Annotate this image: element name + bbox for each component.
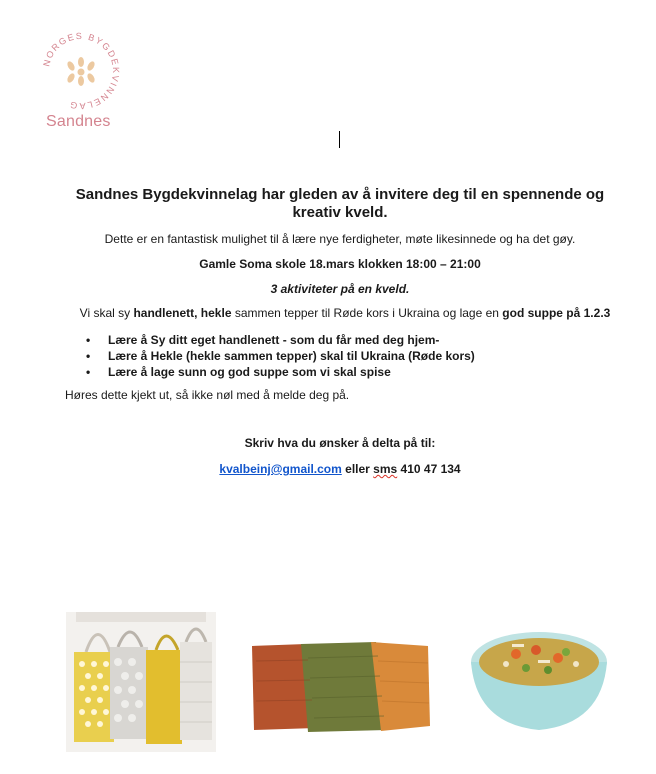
closing-text: Høres dette kjekt ut, så ikke nøl med å melde deg på. (65, 388, 350, 402)
contact-line (40, 462, 640, 476)
activity-list (86, 332, 475, 380)
email-link[interactable]: kvalbeinj@gmail.com (219, 462, 342, 476)
headline: Sandnes Bygdekvinnelag har gleden av å invitere deg til en spennende og kreativ kveld. (75, 186, 605, 221)
signup-heading: Skriv hva du ønsker å delta på til: (244, 436, 436, 450)
intro-text: Dette er en fantastisk mulighet til å lære nye ferdigheter, møte likesinnede og ha det gøy. (104, 232, 576, 246)
list-item: • Lære å lage sunn og god suppe som vi skal spise (86, 364, 475, 380)
logo-ring-text: NORGES BYGDEKVINNELAG (41, 30, 122, 112)
activities-count: 3 aktiviteter på en kveld. (270, 282, 410, 296)
knitted-blanket-photo (246, 636, 436, 736)
desc-bold1: handlenett, hekle (133, 306, 232, 320)
bygdekvinnelag-logo (38, 28, 124, 138)
wheat-icon (66, 57, 96, 86)
soup-bowl-photo (466, 624, 612, 734)
desc-part2: sammen tepper til Røde kors i Ukraina og lage en (231, 306, 503, 320)
tote-bags-photo (66, 612, 216, 752)
desc-bold2: god suppe på 1.2.3 (502, 306, 611, 320)
desc-part1: Vi skal sy (79, 306, 134, 320)
sms-word: sms (373, 462, 398, 476)
logo-emblem (38, 28, 124, 114)
logo-sub-label: Sandnes (46, 113, 111, 130)
contact-or: eller (341, 462, 374, 476)
list-item: • Lære å Hekle (hekle sammen tepper) skal til Ukraina (Røde kors) (86, 348, 475, 364)
list-item: • Lære å Sy ditt eget handlenett - som du får med deg hjem- (86, 332, 475, 348)
text-cursor (339, 131, 340, 148)
description (40, 306, 650, 320)
phone-number: 410 47 134 (397, 462, 461, 476)
event-time-place: Gamle Soma skole 18.mars klokken 18:00 – 21:00 (199, 257, 481, 271)
